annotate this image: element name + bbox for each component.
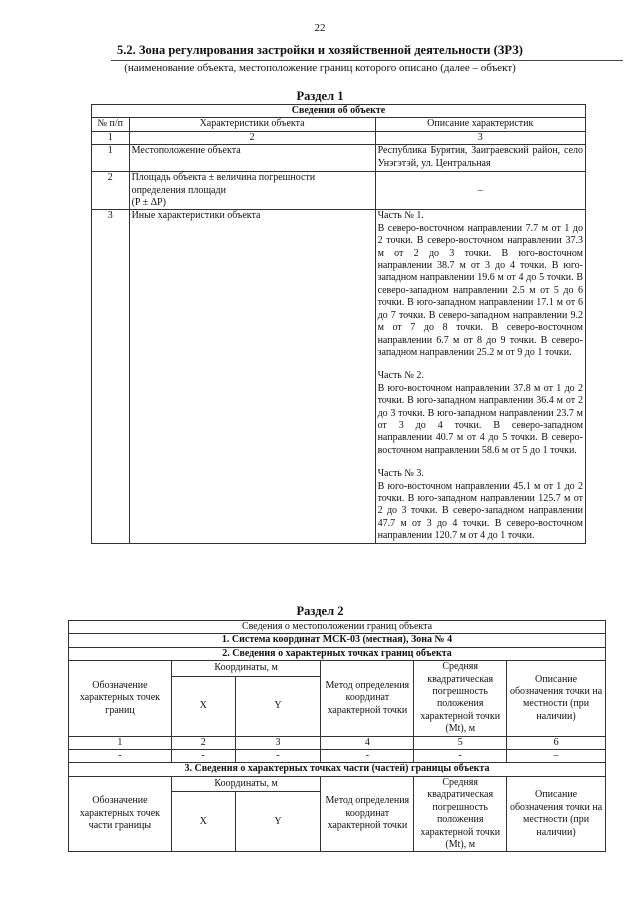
row2-num: 2 <box>92 172 130 210</box>
header-index-2: 2 <box>129 131 375 144</box>
row2-name-line: Площадь объекта ± величина погрешности <box>131 172 316 184</box>
title-underline <box>111 60 623 61</box>
col-y: Y <box>235 792 321 852</box>
col-desc: Описание обозначения точки на местности (при наличии) <box>507 661 606 736</box>
row2-value: – <box>375 172 585 210</box>
object-info-table <box>91 104 586 544</box>
object-info-caption: Сведения об объекте <box>92 105 586 118</box>
col-num: 3 <box>235 736 321 749</box>
header-index-1: 1 <box>92 131 130 144</box>
boundary-table <box>68 620 606 852</box>
empty-cell: - <box>69 750 172 763</box>
col-method: Метод определения координат характерной точки <box>321 661 414 736</box>
col-x: X <box>171 792 235 852</box>
part3-label: Часть № 3. <box>377 468 424 480</box>
row1-value: Республика Бурятия, Заиграевский район, село Унэгэтэй, ул. Центральная <box>375 145 585 172</box>
row1-num: 1 <box>92 145 130 172</box>
header-num: № п/п <box>92 118 130 131</box>
col-num: 5 <box>414 736 507 749</box>
empty-cell: - <box>321 750 414 763</box>
part2-label: Часть № 2. <box>377 370 424 382</box>
col-x: X <box>171 676 235 736</box>
col-coords: Координаты, м <box>171 776 321 791</box>
col-y: Y <box>235 676 321 736</box>
col-method: Метод определения координат характерной точки <box>321 776 414 851</box>
coord-system: 1. Система координат МСК-03 (местная), Зона № 4 <box>69 634 606 647</box>
header-characteristics: Характеристики объекта <box>129 118 375 131</box>
col-desc: Описание обозначения точки на местности (при наличии) <box>507 776 606 851</box>
header-description: Описание характеристик <box>375 118 585 131</box>
part2-text: В юго-восточном направлении 37.8 м от 1 до 2 точки. В юго-западном направлении 36.4 м от 2 до 3 точки. В юго-западном направлении 23.7 м от 3 до 4 точки. В северо-западном направлении 40.7 м от 4 до 5 точки. В северо-восточном направлении 58.6 м от 5 до 1 точки. <box>377 382 583 456</box>
col-points-part: Обозначение характерных точек части границы <box>69 776 172 851</box>
col-error: Средняя квадратическая погрешность положения характерной точки (Mt), м <box>414 661 507 736</box>
subsection2-title: 2. Сведения о характерных точках границ объекта <box>69 647 606 660</box>
empty-cell: - <box>235 750 321 763</box>
col-error: Средняя квадратическая погрешность положения характерной точки (Mt), м <box>414 776 507 851</box>
col-num: 6 <box>507 736 606 749</box>
empty-cell: - <box>414 750 507 763</box>
col-coords: Координаты, м <box>171 661 321 676</box>
part3-text: В юго-восточном направлении 45.1 м от 1 до 2 точки. В юго-западном направлении 125.7 м от 2 до 3 точки. В северо-западном направлении 47.7 м от 3 до 4 точки. В северо-восточном направлении 120.7 м от 4 до 1 точки. <box>377 480 583 542</box>
col-num: 1 <box>69 736 172 749</box>
row1-name: Местоположение объекта <box>129 145 375 172</box>
col-num: 4 <box>321 736 414 749</box>
boundary-caption: Сведения о местоположении границ объекта <box>69 621 606 634</box>
row2-name-line: (P ± ΔP) <box>131 197 166 209</box>
part1-label: Часть № 1. <box>377 210 424 222</box>
header-index-3: 3 <box>375 131 585 144</box>
zone-title: 5.2. Зона регулирования застройки и хозяйственной деятельности (ЗРЗ) <box>117 43 523 57</box>
col-points: Обозначение характерных точек границ <box>69 661 172 736</box>
row3-num: 3 <box>92 210 130 543</box>
zone-subtitle: (наименование объекта, местоположение границ которого описано (далее – объект) <box>124 62 516 74</box>
col-num: 2 <box>171 736 235 749</box>
section2-title: Раздел 2 <box>296 604 344 618</box>
row2-name <box>129 172 375 210</box>
empty-cell: – <box>507 750 606 763</box>
row3-name: Иные характеристики объекта <box>129 210 375 543</box>
page-number: 22 <box>314 22 326 34</box>
subsection3-title: 3. Сведения о характерных точках части (частей) границы объекта <box>69 763 606 776</box>
section1-title: Раздел 1 <box>296 89 344 103</box>
empty-cell: - <box>171 750 235 763</box>
row3-value <box>375 210 585 543</box>
row2-name-line: определения площади <box>131 184 226 196</box>
part1-text: В северо-восточном направлении 7.7 м от 1 до 2 точки. В северо-восточном направлении 37.3 м от 2 до 3 точки. В юго-восточном направлении 38.7 м от 3 до 4 точки. В юго-западном направлении 19.6 м от 4 до 5 точки. В северо-западном направлении 2.5 м от 5 до 6 точки. В юго-западном направлении 17.1 м от 6 до 7 точки. В северо-западном направлении 9.2 м от 7 до 8 точки. В северо-восточном направлении 6.7 м от 8 до 9 точки. В северо-западном направлении 25.2 м от 9 до 1 точки. <box>377 222 583 358</box>
